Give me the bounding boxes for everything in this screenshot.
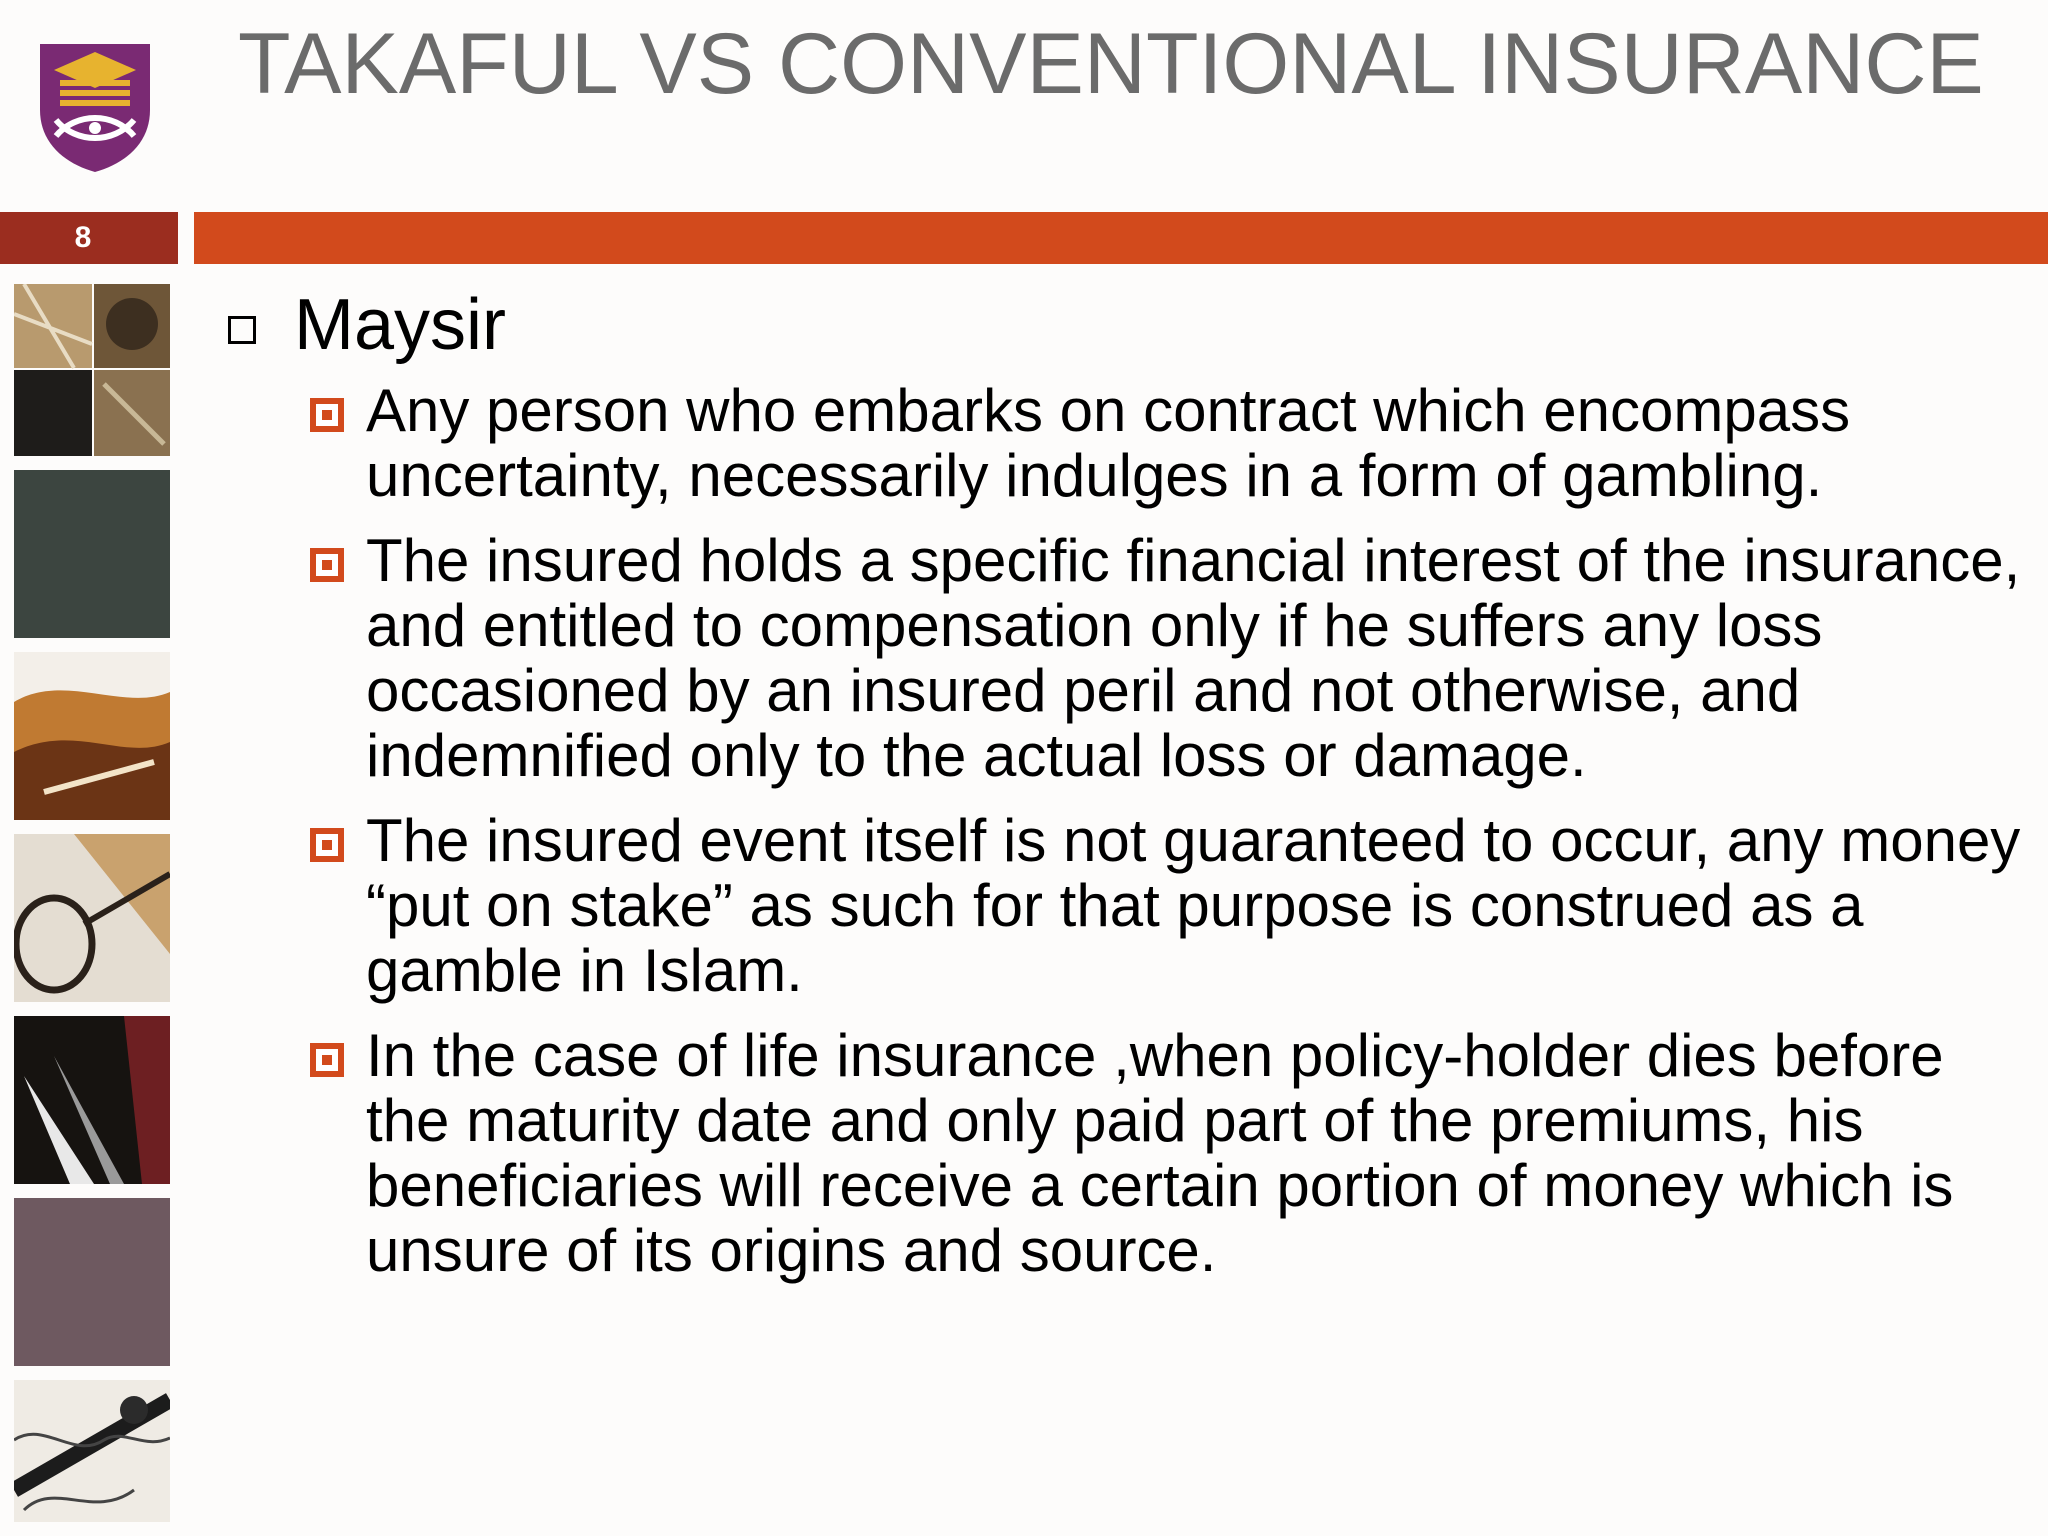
point-text: The insured holds a specific financial interest of the insurance, and entitled to compensation only if he suffers any loss occasioned by an insured peril and not otherwise, and indemnified only to the actual loss or damage.	[366, 527, 2021, 789]
slide-body	[222, 280, 2022, 1303]
slide-number-badge	[0, 212, 178, 264]
list-item	[366, 1023, 2022, 1283]
list-item	[366, 528, 2022, 788]
section-heading: Maysir	[294, 285, 506, 365]
pen-nib-photo	[14, 1016, 170, 1184]
point-text: Any person who embarks on contract which encompass uncertainty, necessarily indulges in a form of gambling.	[366, 377, 1851, 509]
heading-bullet-item	[222, 280, 2022, 370]
point-text: The insured event itself is not guaranteed to occur, any money “put on stake” as such for that purpose is construed as a gamble in Islam.	[366, 807, 2021, 1004]
old-map-photo	[14, 284, 170, 456]
university-crest-icon	[36, 40, 154, 174]
orange-square-bullet-icon	[310, 548, 344, 582]
point-text: In the case of life insurance ,when policy-holder dies before the maturity date and only paid part of the premiums, his beneficiaries will receive a certain portion of money which is unsure of its origins and source.	[366, 1022, 1954, 1284]
orange-square-bullet-icon	[310, 398, 344, 432]
fountain-pen-photo	[14, 1380, 170, 1522]
decorative-photo-strip	[14, 284, 170, 1522]
mauve-block	[14, 1198, 170, 1366]
open-book-photo	[14, 652, 170, 820]
dark-slate-block	[14, 470, 170, 638]
point-list	[366, 378, 2022, 1283]
slide-number: 8	[74, 221, 92, 254]
hollow-square-bullet-icon	[228, 316, 256, 344]
list-item	[366, 378, 2022, 508]
eyeglasses-photo	[14, 834, 170, 1002]
slide-title: TAKAFUL VS CONVENTIONAL INSURANCE	[238, 16, 1984, 112]
accent-bar	[194, 212, 2048, 264]
list-item	[366, 808, 2022, 1003]
orange-square-bullet-icon	[310, 1043, 344, 1077]
orange-square-bullet-icon	[310, 828, 344, 862]
